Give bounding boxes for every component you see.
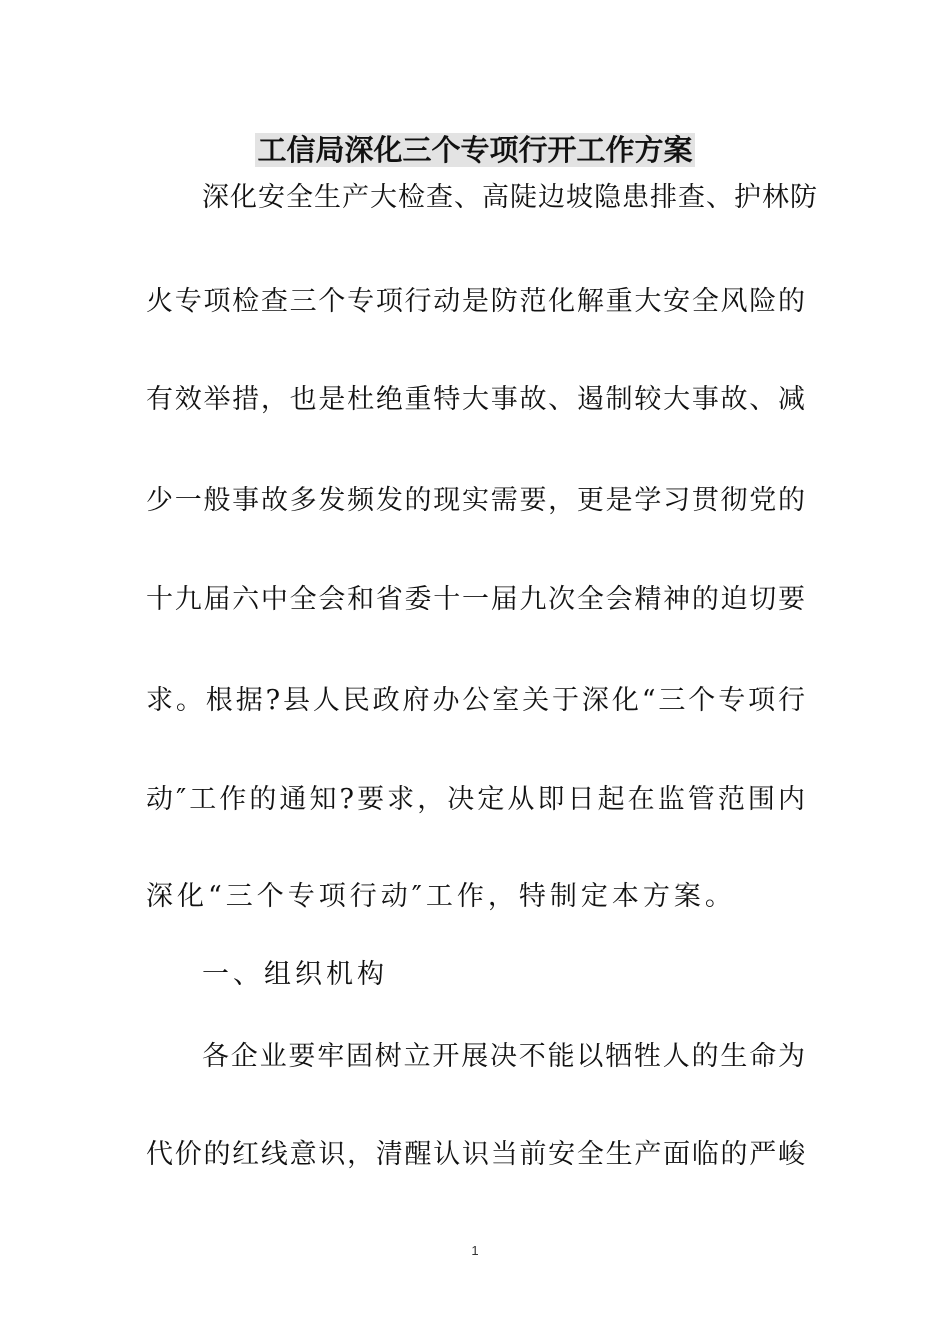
page-number: 1 xyxy=(471,1243,479,1258)
paragraph-line-8: 深化“三个专项行动″工作，特制定本方案。 xyxy=(146,881,736,912)
section-heading: 一、组织机构 xyxy=(202,959,388,990)
paragraph-line-5: 十九届六中全会和省委十一届九次全会精神的迫切要 xyxy=(146,584,806,615)
paragraph-line-10: 代价的红线意识，清醒认识当前安全生产面临的严峻 xyxy=(146,1139,806,1170)
paragraph-line-3: 有效举措，也是杜绝重特大事故、遏制较大事故、减 xyxy=(146,384,806,415)
document-title xyxy=(0,130,950,170)
paragraph-line-4: 少一般事故多发频发的现实需要，更是学习贯彻党的 xyxy=(146,485,806,516)
paragraph-line-7: 动″工作的通知?要求，决定从即日起在监管范围内 xyxy=(146,784,806,815)
paragraph-line-6: 求。根据?县人民政府办公室关于深化“三个专项行 xyxy=(146,685,806,716)
paragraph-line-1: 深化安全生产大检查、高陡边坡隐患排查、护林防 xyxy=(202,182,818,213)
paragraph-line-9: 各企业要牢固树立开展决不能以牺牲人的生命为 xyxy=(202,1041,806,1072)
paragraph-line-2: 火专项检查三个专项行动是防范化解重大安全风险的 xyxy=(146,286,806,317)
document-title-text: 工信局深化三个专项行开工作方案 xyxy=(257,133,693,167)
